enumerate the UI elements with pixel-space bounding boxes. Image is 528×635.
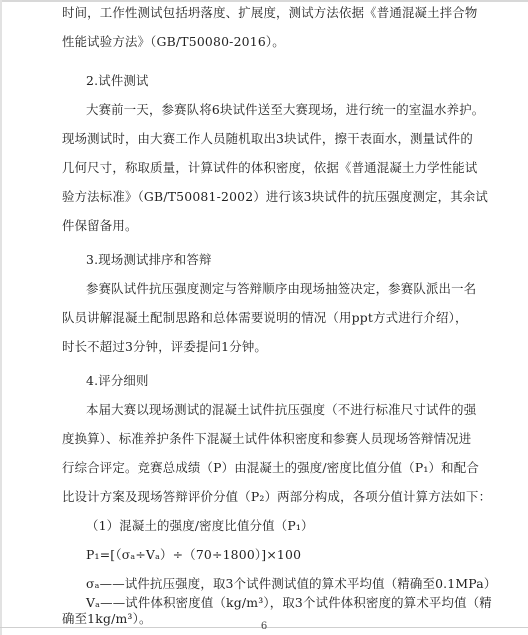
variable-definition: σₐ——试件抗压强度，取3个试件测试值的算术平均值（精确至0.1MPa）	[86, 576, 497, 591]
paragraph-line: 几何尺寸，称取质量，计算试件的体积密度，依据《普通混凝土力学性能试	[62, 160, 478, 175]
formula: P₁=[（σₐ÷Vₐ）÷（70÷1800）]×100	[86, 547, 302, 562]
paragraph-line: 比设计方案及现场答辩评价分值（P₂）两部分构成，各项分值计算方法如下：	[62, 489, 492, 504]
paragraph-line: 参赛队试件抗压强度测定与答辩顺序由现场抽签决定，参赛队派出一名	[86, 281, 477, 296]
paragraph-line: 队员讲解混凝土配制思路和总体需要说明的情况（用ppt方式进行介绍），	[62, 310, 468, 325]
section-heading: 2.试件测试	[86, 73, 149, 88]
paragraph-line: 件保留备用。	[62, 218, 138, 233]
section-heading: 3.现场测试排序和答辩	[86, 252, 212, 267]
paragraph-line: 时间，工作性测试包括坍落度、扩展度，测试方法依据《普通混凝土拌合物	[62, 5, 478, 20]
page-number: 6	[260, 621, 268, 632]
variable-definition: Vₐ——试件体积密度值（kg/m³），取3个试件体积密度的算术平均值（精	[86, 595, 492, 610]
variable-definition: 确至1kg/m³）。	[62, 611, 152, 626]
subsection-heading: （1）混凝土的强度/密度比值分值（P₁）	[86, 518, 314, 533]
page-top-border	[0, 0, 528, 2]
paragraph-line: 度换算）、标准养护条件下混凝土试件体积密度和参赛人员现场答辩情况进	[62, 431, 472, 446]
paragraph-line: 验方法标准》（GB/T50081-2002）进行该3块试件的抗压强度测定，其余试	[62, 189, 489, 204]
paragraph-line: 现场测试时，由大赛工作人员随机取出3块试件，擦干表面水，测量试件的	[62, 131, 473, 146]
paragraph-line: 性能试验方法》（GB/T50080-2016）。	[62, 34, 285, 49]
page-left-border	[0, 0, 2, 635]
paragraph-line: 时长不超过3分钟，评委提问1分钟。	[62, 339, 268, 354]
paragraph-line: 行综合评定。竞赛总成绩（P）由混凝土的强度/密度比值分值（P₁）和配合	[62, 460, 479, 475]
section-heading: 4.评分细则	[86, 373, 149, 388]
paragraph-line: 大赛前一天，参赛队将6块试件送至大赛现场，进行统一的室温水养护。	[86, 102, 485, 117]
paragraph-line: 本届大赛以现场测试的混凝土试件抗压强度（不进行标准尺寸试件的强	[86, 402, 477, 417]
